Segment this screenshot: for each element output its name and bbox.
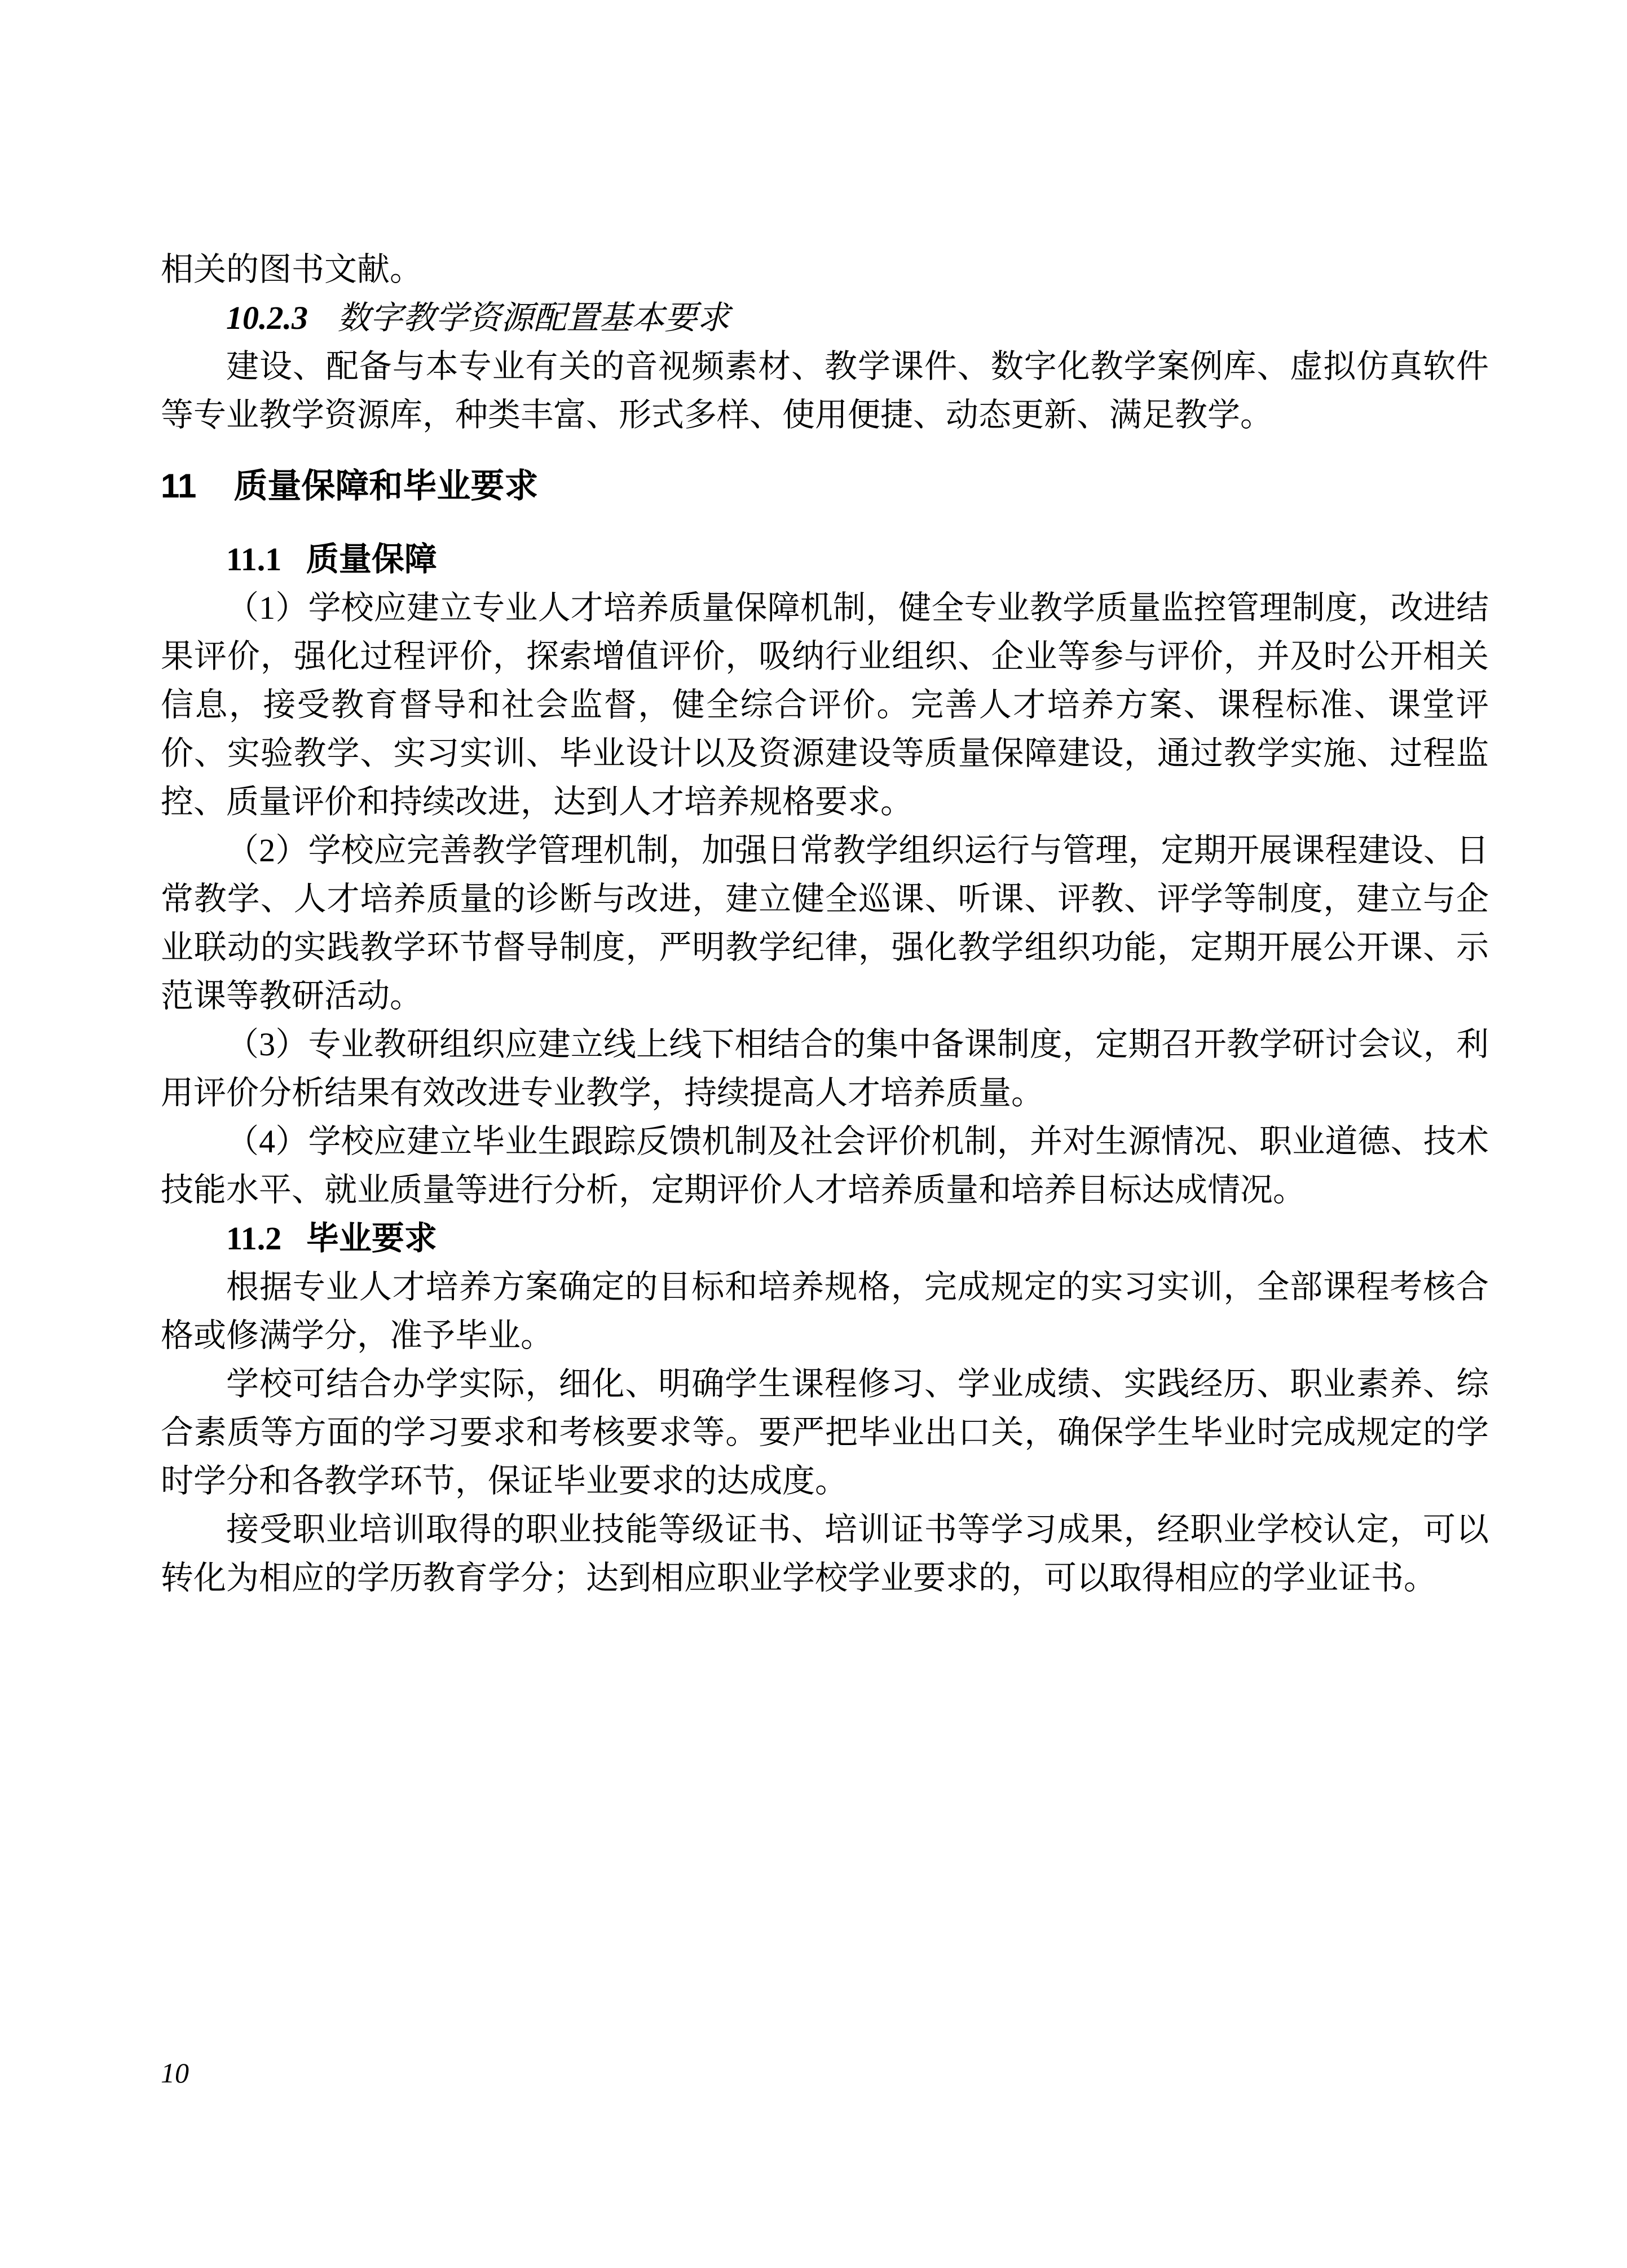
page-number: 10 (161, 2057, 189, 2089)
paragraph-graduation-1: 根据专业人才培养方案确定的目标和培养规格，完成规定的实习实训，全部课程考核合格或修满学分，准予毕业。 (161, 1269, 1489, 1354)
heading-11-2 (161, 1214, 1489, 1263)
heading-11-number: 11 (161, 467, 197, 505)
paragraph-digital-resources: 建设、配备与本专业有关的音视频素材、教学课件、数字化教学案例库、虚拟仿真软件等专业教学资源库，种类丰富、形式多样、使用便捷、动态更新、满足教学。 (161, 348, 1489, 433)
heading-11-1-number: 11.1 (226, 541, 282, 578)
heading-11-2-number: 11.2 (226, 1220, 282, 1257)
heading-11 (161, 462, 1489, 510)
paragraph-continuation: 相关的图书文献。 (161, 251, 423, 288)
paragraph-quality-2: （2）学校应完善教学管理机制，加强日常教学组织运行与管理，定期开展课程建设、日常教学、人才培养质量的诊断与改进，建立健全巡课、听课、评教、评学等制度，建立与企业联动的实践教学环节督导制度，严明教学纪律，强化教学组织功能，定期开展公开课、示范课等教研活动。 (161, 832, 1489, 1014)
paragraph-graduation-3: 接受职业培训取得的职业技能等级证书、培训证书等学习成果，经职业学校认定，可以转化为相应的学历教育学分；达到相应职业学校学业要求的，可以取得相应的学业证书。 (161, 1511, 1489, 1596)
heading-11-2-title: 毕业要求 (306, 1220, 437, 1257)
heading-11-1-title: 质量保障 (306, 541, 437, 578)
heading-11-title: 质量保障和毕业要求 (233, 467, 539, 505)
paragraph-quality-1: （1）学校应建立专业人才培养质量保障机制，健全专业教学质量监控管理制度，改进结果评价，强化过程评价，探索增值评价，吸纳行业组织、企业等参与评价，并及时公开相关信息，接受教育督导和社会监督，健全综合评价。完善人才培养方案、课程标准、课堂评价、实验教学、实习实训、毕业设计以及资源建设等质量保障建设，通过教学实施、过程监控、质量评价和持续改进，达到人才培养规格要求。 (161, 589, 1489, 820)
heading-10-2-3-number: 10.2.3 (226, 300, 308, 336)
paragraph-graduation-2: 学校可结合办学实际，细化、明确学生课程修习、学业成绩、实践经历、职业素养、综合素质等方面的学习要求和考核要求等。要严把毕业出口关，确保学生毕业时完成规定的学时学分和各教学环节，保证毕业要求的达成度。 (161, 1366, 1489, 1499)
heading-10-2-3 (161, 294, 1489, 342)
heading-10-2-3-title: 数字教学资源配置基本要求 (337, 300, 730, 336)
paragraph-quality-4: （4）学校应建立毕业生跟踪反馈机制及社会评价机制，并对生源情况、职业道德、技术技能水平、就业质量等进行分析，定期评价人才培养质量和培养目标达成情况。 (161, 1123, 1489, 1208)
heading-11-1 (161, 535, 1489, 584)
paragraph-quality-3: （3）专业教研组织应建立线上线下相结合的集中备课制度，定期召开教学研讨会议，利用评价分析结果有效改进专业教学，持续提高人才培养质量。 (161, 1026, 1489, 1111)
